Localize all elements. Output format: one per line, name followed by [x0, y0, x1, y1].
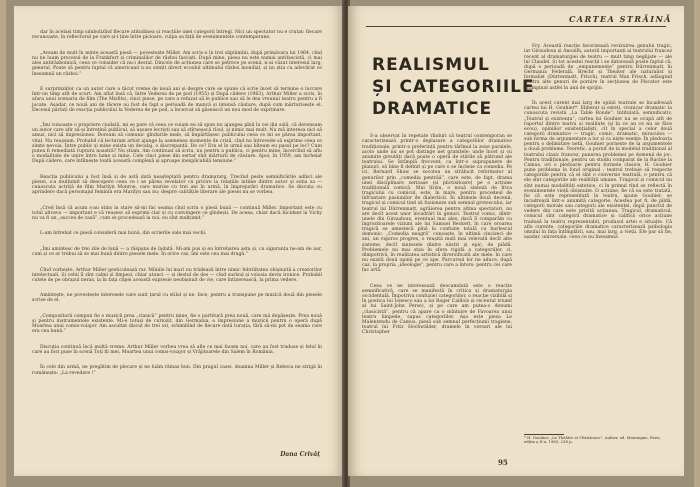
- left-paragraph: „Aveam de mult în minte această piesă — povestește Miller. Am scris-o în trei săptămîni, după primăvara lui 1964, cînd nu ne luam procesul de la Frankfurt și criminalilor de război fasciști. După mine, piesa nu este numai antifascistă, ci mai ales antirăzboinică, ceea ce consider că nu-i destul. Dincolo de acțiunea care se petrece pe scenă, n-ai văzut interesul larg, general. Poate să pentru faptul că americanii n-au simțit direct ecoulul ultimului război mondial, și nu știu cu adevărat ce înseamnă un război.”: [32, 50, 324, 77]
- section-header: CARTEA STRĂINĂ: [569, 14, 672, 24]
- title-line: ȘI CATEGORIILE: [372, 77, 535, 97]
- left-paragraph: „Îmi amintesc de trei zile de lună — a răspuns de îndată. Mi-am pus și eu întrebarea asta și, cu siguranța ne-am de aur, cum și ce ar trebui să se mai bună dintre piesele mele. În orice caz, îmi este cea mai dragă.”: [32, 246, 324, 258]
- left-paragraph: dar în același timp simbolizînd fîecare atitudinea și reacțiile unei categorii întregi. Nici un spectator nu e crutat: fiecare recunoaște, în reflectorul pe care și-l ține între picioare, culpa sa față de evenimentele contemporane.: [32, 30, 324, 41]
- right-column-1: [362, 124, 512, 464]
- right-paragraph: Ceea ce ne interesează deocamdată este o reacție semnificativă, care se manifestă în critica și dramaturgia occidentală. Împotriva confuziei categoriilor, o reacție vizibilă și în poetica lui Ionesco sau a lui Roger Caillois și recentul triumf al lui Saint-John Perse), și pe care am putea-o denumi „clasicistă”, pentru că apare ca o mîntuire de Favoarea unui teatru limpede, supus categoriilor. Așa este piesa Le Malentendu de Camus, piesă sub semnul perfecțiunii tragiene, teatrul lui Fritz Hochwälder, dramele în versuri ale lui Christopher: [362, 283, 514, 336]
- title-line: REALISMUL: [372, 55, 490, 75]
- left-paragraph: „Îmi cunoaște o propriere ciudată, mi se pare că ceea ce voiam eu să spun nu ajungea pînă la cei din sală, că deveneam un autor care afir să-și întrețină publicul, să ușoare lecriști sau să stîrnească rîsul, și nimic mai mult. Nu mă interesa nici să amuz, nici să impresionez. Doream să comunic gîndurile mele, să împărtășesc publicului ceea ce mi se părea important, vital. Nu reușeam. Probabil că lecturam artist ajunge la asemenea momente de criză, cînd nu întrevede să exprime ceea ce simte nevoia. Între public și mine exista un decalaj, o discrepanță. De ce? Era el în urmă sau bîteam eu pasul pe loc? Cum putea fi remediată ruptura noastră? Nu știam. Am continuat să scriu, nu pentru a publica, ci pentru mine, încercînd să aflu o modalitate de unire între lume și mine. Cele cinci piese din sertar sînt mărturii de căutare. Apoi, în 1959, am încheiat După cădere, care întîlnește toată această complexă și aproape inexplicabilă tensiune.”: [32, 123, 324, 165]
- left-paragraph: „Cred însă că acum s-au stins in stare să-mi fac seama cînd scriu o piesă bună — continuă Miller. Important este cu totul altceva — important e că reușesc să exprimi clar și cu convingere ce gîndești. De aceea, chiar dacă Incident la Vichy nu va fi un „succes de casă”, cum se procedează la noi, eu sînt mulțumit.”: [32, 205, 324, 221]
- right-paragraph: S-a observat în repetate rînduri că teatrul contemporan se caracterizează printr-o deplasare a categoriilor dramatice tradiționale, printr-o preferință pentru tărîmul la zone paralele, acolo unde nu se pot distinge net granițele; unde încet și cu anumite greutăți dacă poate o operă de stările să pătrund ale teatrului. Se întîmplă frecvent, ca într-o suprapunere de planuri, să bine fi definit și pe care o se încheie ca comedia. Pe ici, Bernard Shaw se socotea un strălucit reformator al genurilor prin „comedia pentrăă”, care este, de fapt, drama unei disciplinare serioase (și plictisitoare) pe o acțiune tradițională comică. Mai tîrziu, o nouă sinteză de frica tragicului cu comicul, este, în mare, pentru procedeul de înfruntare pasiunilor de dialecticii. În ultimele două decenii, tragicul și comicul tind să fuzioneze sub semnul grotescului, iar teatrul lui Dürrenmatt, agrăierea pentru altina spectatori, nu are decît acest unor încadrări în genuri. Teatrul comic, dintr-unele din Giraudoux, eventual mai ales, dacă îl comparăm cu îngrozitoarele viziuni ale lui Samuel Beckett, în care oroarea tragică se amestecă pînă la confuzie totală cu burlescul demonic. „Comedia neagră” cunoaște, în ultimii cincizeci de ani, un vigoros progres, o reușită mult mai relevată decît alte sisteme, decît sintezele dintre năstri și epic, de piădă. Problemele nu mai stau în sfera rigidă a categoriilor, ci, dimpotrivă, în realitatea artistică diversificată ale mele. în care nu există două opinii pe ce ape. Parcursul lor ne aduce, după caz, la propria „ideologie”, pentru care a întors: pentru cei care fac artă.: [362, 134, 514, 274]
- left-paragraph: Reacția publicului a fost însă și de astă dată neașteptată pentru dramaturg. Trecînd peste semnificările adînci ale piesei, s-a mulțumit să descopere ceea ce i se părea revelator cu privire la relațiile intime dintre autor și soția sa — cunoscuta actriță de film Marilyn Monroe, care murise cu trei ani în urmă, în împrejurări dramatice. Se discuta cu aprindere dacă personajul feminin era Marilyn sau nu; despre calitățile literare ale piesei nu se vorbea.: [32, 174, 324, 196]
- left-paragraph: Amintește, ne povestește interesele care sunt țarul cu stilul și ne, face, pentru a transpune pe muzică două din piesele scrise de el.: [32, 293, 324, 304]
- left-page-text: [32, 20, 322, 462]
- left-page: [14, 6, 344, 476]
- header-rule: [366, 26, 666, 27]
- right-page: [348, 6, 684, 476]
- left-paragraph: „Compozitorii compun fie o muzică prea „clasică” pentru mine, fie o partitură prea nouă, care mă depășește. Prea nouă și pentru instrumentele existente. Mi-e totuși de curiozit, din Germania, o impresiune a muzicii pentru o operă după Moartea unui comis-voiajor. Am ascultat discul de trei ori, schimbînd de fiecare dată turația, fără să-mi pot da seama care era cea bună.”: [32, 313, 324, 335]
- book-spread: [6, 0, 694, 487]
- title-line: DRAMATICE: [372, 99, 493, 119]
- right-paragraph: În acest curent mai larg de opinii teatrale se încadrează cartea lui H. Gouhier*. Eliberat și esteti, cronicar dramatic la cunoscuta revistă „La Table Ronde”. Intitulată, semnificativ, „Teatrul și existența”, cartea lui Gouhier nu se ocupă atît de raportul dintre teatru și realitate (și în ce au ce nu se făce ecou), opiniilor existențialiști, cît în special a celor două categorii dramatice — tragic, comic, dramatic, miraculos — sub forma de argumentare a lor și ca niște esențe. În pledoaria pentru o delimitare netă, Gouhier pornește de la argumentele a două probleme. Teoretic, a pornit de la modelul tradițional al teatrului clasic francez, punerea problemei pe domenii de joc. Pentru tradiționale, pentru un studiu comparat de la Racine la Camus, ori o pledoarie pentru formele clasice, H. Gouhier pune problema în fond original : teatrul trebuie să respecte categoriile pentru că el sînt o conversie teatrală, o pentru că ele sînt categoriile ale realității umane. Tragicul și comicul nu sînt numai modalități estetice, ci în primul rînd se reflectă în evenimentele vieții obișnuite. O acțiune, fie că ea este tratată, fie că este reprezentată în teatru, spune Gouhier, se încadrează într-o anumită categorie. Acestea pot fi, de pildă, categorii morale sau categorii ale existenței, după punctul de vedere din care este privită acțiunea. Tragicul, dramaticul, comicul sînt categorii dramatice și califică orice acțiune tradusă la teatru reprezentabil, produsul artei e situație. Că aflu curente, categoriile dramatice caracterizează psihologia omului în fața întîmplării, sau, mai larg, a vieții. Ele par să fie, așadar, universale, ceea ce nu înseamnă: [524, 101, 674, 241]
- left-paragraph: E surprinzător ca un autor care a tăcut vreme de nouă ani și despre care se spune că scrie încet să termine o lucrare într-un timp atît de scurt. Am aflat însă că, între Vederea de pe pod (1955) și După cădere (1963), Arthur Miller a scris, în afara unui scenariu de film (The Misfits), cinci piese, pe care a refuzat să le publice sau să le dea vreunui teatru pentru a fi jucate. Așadar, ce nouă ani de tăcere au fost de fapt o perioadă de muncă și intensă căutare, după cum mărturisește el. Decesul părinți de reacția publicului la Vederea de pe pod, a încercat să găsească un nou mod de exprimare.: [32, 87, 324, 113]
- right-column-2: [524, 34, 672, 440]
- article-title: [372, 54, 535, 120]
- page-number: 95: [498, 458, 508, 467]
- left-paragraph: În cele din urmă, ne pregătim de plecare și ne luăm rămas bun. Din pragul casei, doamna Miller și Rebeca ne strigă în românește: „La revedere !”: [32, 365, 324, 376]
- left-paragraph: Cînd vorbește, Arthur Miller gesticulează rar. Mîinile lui mari nu trădează între nimic febrilitatea obișnuită a creatorilor intelectuali. Și cehii îl sînt calmi și limpezi, chiar atunci — și destul de des — cînd surîsul și voiosia devin ironice. Probabil cutele de pe obrazul neras, ia în fața clipei această expresie neobișnuit de vie, care întinerească, la prima vedere.: [32, 267, 324, 283]
- left-paragraph: L-am întrebat ce piesă consideră mai bună, din scrierile sale mai vechi.: [40, 231, 207, 237]
- footnote: * H. Gouhier, „Le Théâtre et l'Existence”, Aubier, ed. Montaigne, Paris, ediția a II-a, 1963, 238 p.: [524, 435, 661, 445]
- author-signature: Dana Crivăț: [280, 451, 320, 458]
- right-paragraph: Fry. Această reacție favorizează revizuirea genului tragic, iar Giraudoux și Anouilh, autorii importanți ai teatrului francez recent al dramaturgiei de teatru — mult timp neglijate — ale lui Claudel. Și tot acestei reacții i se datorează poate faptul că, după o perioadă de „empunemente” pentru Dürrenmatt, în Germania Federală, Brecht și Theater ale naturalist și formalist (Dürrenmatt, Frisch), teatrul Max Frisch, adăugind pentru alte genuri de pornire în secțiunea de Piscator este întîmpinat astfel în anii de sprijin.: [524, 44, 674, 91]
- left-paragraph: Discuția continuă încă multă vreme. Arthur Miller vorbea vrea să afle ce mai facem noi, care au fost traduse și felul în care au fost puse în scenă Toți fii mei, Moartea unui comis-voiajor și Vrăjitoarele din Salem în România.: [32, 344, 324, 355]
